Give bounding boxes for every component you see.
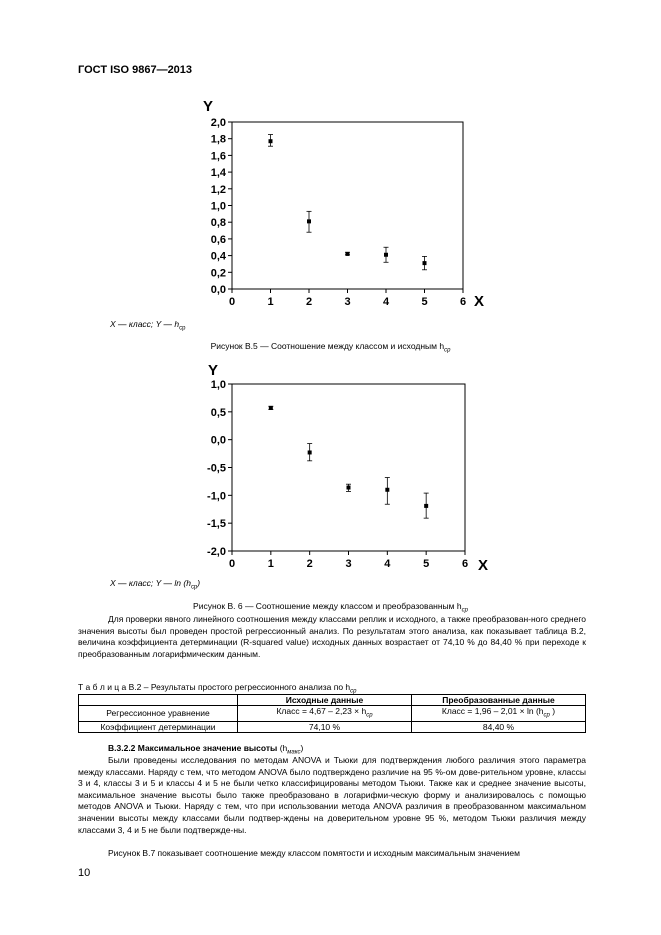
page-number: 10 bbox=[78, 867, 91, 879]
figure-caption-b5: Рисунок В.5 — Соотношение между классом и исходным $h_{ср}$ bbox=[210, 341, 451, 354]
y-tick-label: 0,6 bbox=[210, 233, 226, 246]
x-tick-label: 1 bbox=[267, 296, 274, 308]
x-tick-label: 4 bbox=[382, 296, 390, 308]
data-point bbox=[307, 219, 311, 223]
y-tick-label: 0,8 bbox=[210, 217, 226, 230]
regression-table bbox=[78, 694, 586, 733]
y-tick-label: 1,0 bbox=[210, 379, 226, 391]
x-tick-label: 6 bbox=[459, 296, 467, 308]
y-tick-label: 0,4 bbox=[210, 250, 226, 263]
y-ticks bbox=[211, 117, 232, 296]
y-tick-label: 1,0 bbox=[210, 200, 226, 213]
y-axis-label: Y bbox=[203, 98, 214, 115]
figure-caption-b6: Рисунок В. 6 — Соотношение между классом и преобразованным $h_{ср}$ bbox=[193, 601, 468, 614]
y-tick-label: 0,5 bbox=[210, 406, 226, 419]
paragraph-regression: Для проверки явного линейного соотношения между классами реплик и исходного, а также преобразован-ного среднего значения высоты был проведен простой регрессионный анализ. По результатам этого анализа, как показывает таблица В.2, величина коэффициента детерминации (R-squared value) исходных данных возрастает от 74,10 % до 84,40 % при переходе к преобразованным логарифмическим данным. bbox=[78, 614, 586, 659]
x-ticks bbox=[229, 551, 468, 570]
table-header-row bbox=[79, 695, 586, 706]
table-header-cell bbox=[79, 695, 238, 706]
table-cell: 74,10 % bbox=[238, 721, 412, 732]
data-points bbox=[268, 135, 427, 270]
x-tick-label: 5 bbox=[423, 558, 430, 570]
section-heading: В.3.2.2 Максимальное значение высоты $(h_{макс})$ bbox=[108, 743, 304, 756]
chart-figure-b5 bbox=[190, 95, 500, 310]
plot-frame bbox=[232, 384, 465, 551]
data-points bbox=[268, 406, 428, 518]
table-cell: Класс = $1,96 - 2,01 \times \ln (h_{ср}$ ) bbox=[412, 706, 586, 722]
data-point bbox=[269, 139, 273, 143]
table-cell: 84,40 % bbox=[412, 721, 586, 732]
x-axis-label: X bbox=[474, 293, 485, 310]
table-cell: Класс = $4,67 - 2,23 \times h_{ср}$ bbox=[238, 706, 412, 722]
x-ticks bbox=[229, 289, 466, 308]
plot-frame bbox=[232, 122, 463, 289]
table-header-cell: Исходные данные bbox=[238, 695, 412, 706]
x-tick-label: 1 bbox=[267, 558, 274, 570]
y-tick-label: -0,5 bbox=[207, 462, 226, 475]
table-cell: Регрессионное уравнение bbox=[79, 706, 238, 722]
data-point bbox=[269, 406, 273, 410]
y-tick-label: 1,4 bbox=[210, 167, 226, 180]
table-row bbox=[79, 706, 586, 722]
data-point bbox=[347, 486, 351, 490]
x-tick-label: 0 bbox=[228, 296, 236, 308]
x-tick-label: 3 bbox=[344, 296, 351, 308]
y-tick-label: 1,2 bbox=[210, 183, 226, 196]
table-row bbox=[79, 721, 586, 732]
y-tick-label: 0,2 bbox=[210, 267, 226, 280]
table-title: Т а б л и ц а В.2 – Результаты простого регрессионного анализа по $h_{ср}$ bbox=[78, 682, 357, 695]
y-tick-label: 0,0 bbox=[210, 434, 226, 447]
paragraph-figure-b7: Рисунок В.7 показывает соотношение между классом помятости и исходным максимальным значением bbox=[108, 848, 521, 858]
x-tick-label: 4 bbox=[384, 558, 391, 570]
data-point bbox=[423, 261, 427, 265]
y-tick-label: -2,0 bbox=[207, 546, 226, 558]
chart1-legend: X — класс; Y — $h_{ср}$ bbox=[110, 319, 186, 332]
x-tick-label: 0 bbox=[228, 558, 236, 570]
y-tick-label: 1,8 bbox=[210, 133, 226, 146]
data-point bbox=[384, 253, 388, 257]
chart-figure-b6 bbox=[190, 355, 500, 575]
y-tick-label: 2,0 bbox=[210, 117, 226, 129]
x-tick-label: 3 bbox=[345, 558, 352, 570]
y-tick-label: -1,0 bbox=[207, 490, 226, 503]
paragraph-max-height: Были проведены исследования по методам ANOVA и Тьюки для подтверждения любого различия этого параметра между классами. Наряду с тем, что методом ANOVA было подтверждено различие на 95 %-ом дове-рительном уровне, классы 3 и 4, классы 3 и 5 и классы 4 и 5 не были четко классифицированы методом Тьюки. Также как и среднее значение высоты, максимальное значение высоты было также преобразовано в логарифми-ческую форму и анализировалось с помощью методов ANOVA и Тьюки. Наряду с тем, что при использовании метода ANOVA различия в преобразованном максимальном значении высоты между классами были подтвер-ждены на доверительном уровне 95 %, методом Тьюки различия между классами 3, 4 и 5 не были подтвержде-ны. bbox=[78, 755, 586, 835]
data-point bbox=[346, 252, 350, 256]
table-cell: Коэффициент детерминации bbox=[79, 721, 238, 732]
y-axis-label: Y bbox=[208, 362, 219, 379]
y-tick-label: -1,5 bbox=[207, 518, 226, 531]
data-point bbox=[308, 450, 312, 454]
data-point bbox=[385, 488, 389, 492]
document-header: ГОСТ ISO 9867—2013 bbox=[78, 64, 193, 76]
x-tick-label: 2 bbox=[306, 558, 313, 570]
y-tick-label: 0,0 bbox=[210, 284, 226, 296]
data-point bbox=[424, 504, 428, 508]
table-header-cell: Преобразованные данные bbox=[412, 695, 586, 706]
x-tick-label: 5 bbox=[421, 296, 428, 308]
chart2-legend: X — класс; Y — $\ln (h_{ср})$ bbox=[110, 578, 201, 591]
y-tick-label: 1,6 bbox=[210, 150, 226, 163]
x-axis-label: X bbox=[478, 557, 489, 574]
y-ticks bbox=[207, 379, 232, 558]
x-tick-label: 2 bbox=[305, 296, 313, 308]
x-tick-label: 6 bbox=[461, 558, 469, 570]
